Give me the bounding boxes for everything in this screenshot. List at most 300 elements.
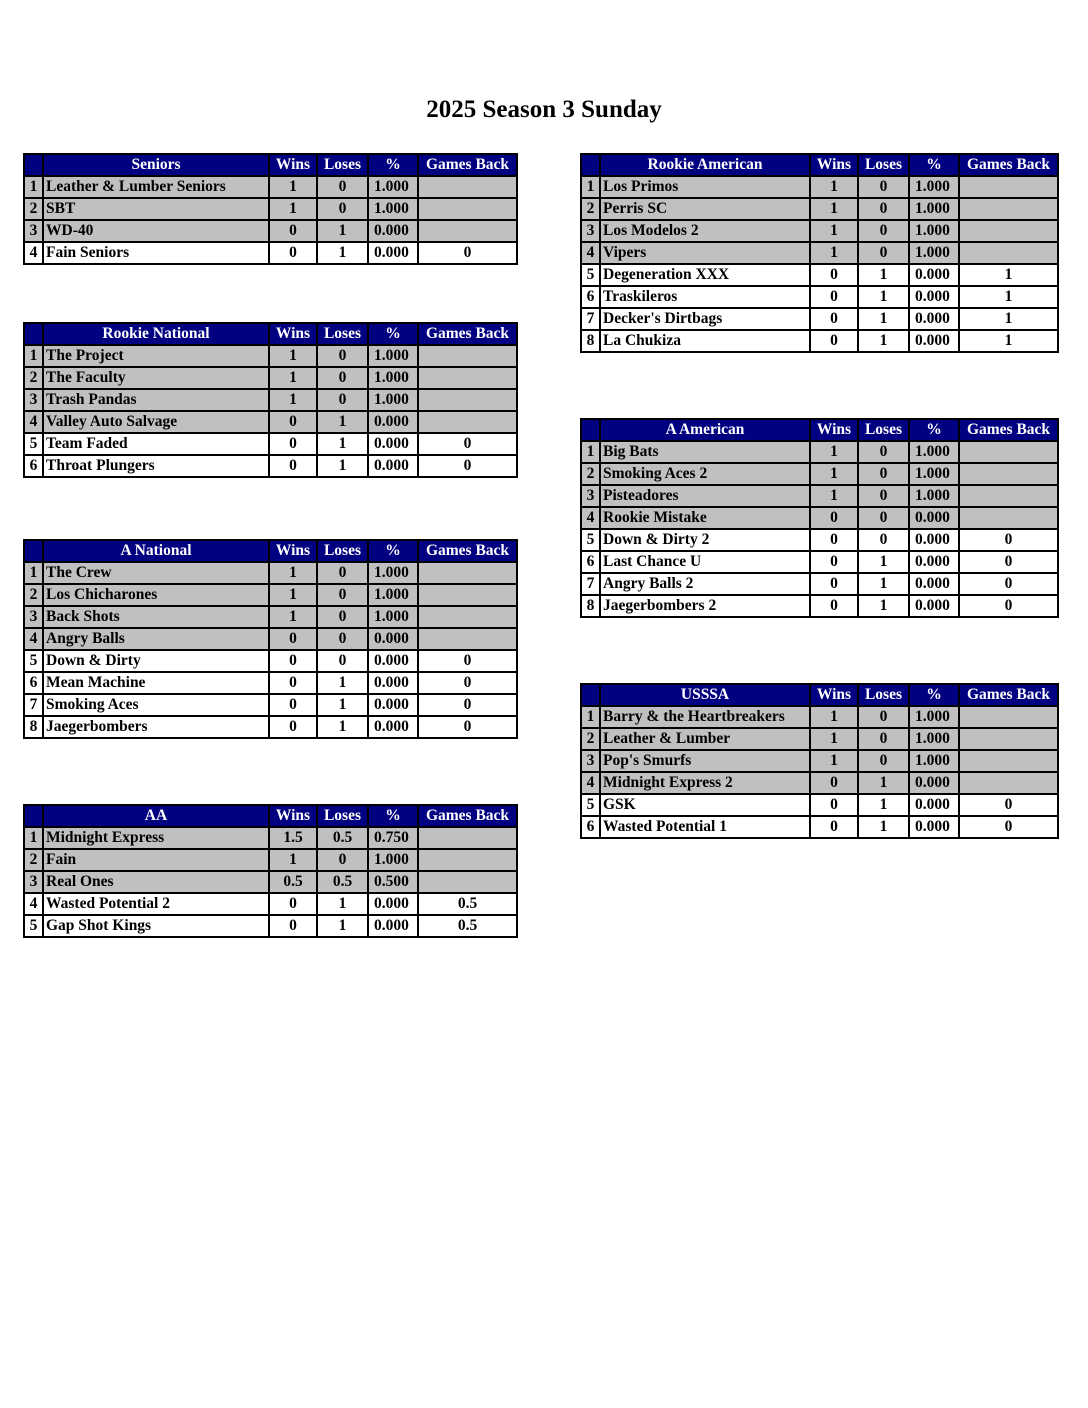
division-name: Rookie American (600, 154, 810, 176)
games-back-header: Games Back (418, 540, 517, 562)
wins-cell: 0 (269, 455, 317, 477)
table-row (24, 694, 517, 716)
rank-cell: 2 (581, 728, 600, 750)
team-name: Last Chance U (600, 551, 810, 573)
loses-cell: 0.5 (317, 871, 368, 893)
loses-cell: 0 (317, 562, 368, 584)
games-back-cell (959, 706, 1058, 728)
games-back-cell: 0 (959, 595, 1058, 617)
games-back-cell (418, 220, 517, 242)
rank-cell: 2 (24, 849, 43, 871)
team-name: Wasted Potential 2 (43, 893, 269, 915)
rank-cell: 7 (581, 573, 600, 595)
games-back-cell (959, 772, 1058, 794)
pct-cell: 0.000 (909, 794, 959, 816)
loses-cell: 1 (858, 794, 909, 816)
header-row (581, 154, 1058, 176)
pct-cell: 0.000 (909, 772, 959, 794)
table-header (24, 540, 517, 562)
pct-cell: 0.000 (909, 573, 959, 595)
rank-cell: 4 (24, 893, 43, 915)
table-header (581, 419, 1058, 441)
wins-cell: 1 (810, 220, 858, 242)
loses-cell: 0 (317, 198, 368, 220)
table-row (24, 915, 517, 937)
rank-cell: 7 (24, 694, 43, 716)
team-name: Midnight Express (43, 827, 269, 849)
loses-cell: 1 (317, 716, 368, 738)
rank-cell: 5 (581, 794, 600, 816)
team-name: Down & Dirty (43, 650, 269, 672)
division-name: USSSA (600, 684, 810, 706)
loses-cell: 0 (858, 198, 909, 220)
games-back-cell (418, 198, 517, 220)
pct-cell: 1.000 (368, 367, 418, 389)
pct-cell: 0.000 (368, 411, 418, 433)
table-body (24, 345, 517, 477)
wins-cell: 1 (810, 485, 858, 507)
games-back-cell (959, 463, 1058, 485)
team-name: Smoking Aces 2 (600, 463, 810, 485)
loses-cell: 0 (858, 176, 909, 198)
loses-header: Loses (858, 419, 909, 441)
games-back-cell: 0 (418, 672, 517, 694)
rank-cell: 2 (581, 463, 600, 485)
rank-header (581, 684, 600, 706)
team-name: Team Faded (43, 433, 269, 455)
loses-header: Loses (317, 805, 368, 827)
team-name: Down & Dirty 2 (600, 529, 810, 551)
table-row (581, 728, 1058, 750)
pct-cell: 1.000 (909, 485, 959, 507)
wins-cell: 1 (269, 849, 317, 871)
team-name: SBT (43, 198, 269, 220)
rank-cell: 1 (581, 706, 600, 728)
wins-cell: 0 (810, 330, 858, 352)
team-name: Fain Seniors (43, 242, 269, 264)
table-row (24, 584, 517, 606)
rank-cell: 4 (581, 242, 600, 264)
pct-header: % (909, 154, 959, 176)
table-row (581, 706, 1058, 728)
games-back-cell: 0 (418, 716, 517, 738)
table-row (24, 893, 517, 915)
team-name: Fain (43, 849, 269, 871)
loses-cell: 0 (317, 176, 368, 198)
pct-cell: 0.000 (909, 286, 959, 308)
games-back-cell (418, 628, 517, 650)
games-back-cell: 0 (959, 816, 1058, 838)
loses-cell: 0 (317, 849, 368, 871)
loses-cell: 1 (858, 264, 909, 286)
wins-cell: 1 (269, 606, 317, 628)
wins-header: Wins (269, 154, 317, 176)
rank-cell: 1 (24, 176, 43, 198)
pct-cell: 1.000 (368, 198, 418, 220)
header-row (24, 323, 517, 345)
page-title: 2025 Season 3 Sunday (426, 96, 662, 123)
wins-cell: 0 (810, 507, 858, 529)
loses-cell: 0 (858, 728, 909, 750)
games-back-cell (418, 367, 517, 389)
loses-cell: 1 (317, 915, 368, 937)
wins-cell: 1 (810, 242, 858, 264)
pct-cell: 0.000 (368, 242, 418, 264)
games-back-header: Games Back (418, 154, 517, 176)
wins-cell: 0 (269, 411, 317, 433)
rank-header (581, 154, 600, 176)
wins-cell: 0 (810, 551, 858, 573)
rank-header (24, 154, 43, 176)
wins-cell: 0 (269, 672, 317, 694)
wins-cell: 1 (810, 750, 858, 772)
wins-cell: 1 (269, 389, 317, 411)
loses-cell: 1 (317, 893, 368, 915)
rank-cell: 4 (581, 772, 600, 794)
pct-cell: 1.000 (368, 584, 418, 606)
table-row (24, 628, 517, 650)
wins-cell: 1 (810, 728, 858, 750)
table-row (24, 716, 517, 738)
table-row (24, 455, 517, 477)
table-row (581, 750, 1058, 772)
rank-cell: 5 (24, 433, 43, 455)
rank-cell: 3 (581, 220, 600, 242)
games-back-cell: 0 (959, 529, 1058, 551)
games-back-cell: 1 (959, 308, 1058, 330)
wins-header: Wins (269, 805, 317, 827)
wins-cell: 0 (269, 628, 317, 650)
team-name: Midnight Express 2 (600, 772, 810, 794)
pct-cell: 1.000 (368, 345, 418, 367)
loses-header: Loses (858, 154, 909, 176)
games-back-cell: 1 (959, 286, 1058, 308)
games-back-cell (959, 441, 1058, 463)
wins-cell: 0 (269, 716, 317, 738)
wins-header: Wins (269, 540, 317, 562)
rank-header (24, 540, 43, 562)
loses-cell: 0 (317, 650, 368, 672)
team-name: Valley Auto Salvage (43, 411, 269, 433)
rank-cell: 5 (24, 915, 43, 937)
loses-cell: 0 (858, 485, 909, 507)
loses-cell: 0 (858, 750, 909, 772)
table-row (581, 176, 1058, 198)
wins-header: Wins (810, 154, 858, 176)
loses-cell: 1 (317, 694, 368, 716)
rank-cell: 5 (581, 264, 600, 286)
rank-cell: 4 (24, 242, 43, 264)
team-name: The Crew (43, 562, 269, 584)
pct-cell: 1.000 (368, 562, 418, 584)
rank-cell: 1 (581, 176, 600, 198)
loses-cell: 1 (317, 411, 368, 433)
table-row (24, 849, 517, 871)
wins-cell: 1.5 (269, 827, 317, 849)
loses-cell: 0 (317, 345, 368, 367)
team-name: Angry Balls (43, 628, 269, 650)
rank-cell: 2 (581, 198, 600, 220)
games-back-cell: 0 (418, 694, 517, 716)
pct-cell: 1.000 (368, 389, 418, 411)
table-row (24, 433, 517, 455)
team-name: Gap Shot Kings (43, 915, 269, 937)
team-name: Jaegerbombers 2 (600, 595, 810, 617)
pct-cell: 0.000 (368, 220, 418, 242)
loses-cell: 0 (858, 529, 909, 551)
games-back-cell (418, 345, 517, 367)
rank-cell: 6 (581, 816, 600, 838)
team-name: Big Bats (600, 441, 810, 463)
loses-cell: 0 (317, 367, 368, 389)
table-row (581, 463, 1058, 485)
table-row (24, 650, 517, 672)
table-row (24, 367, 517, 389)
pct-cell: 0.000 (368, 672, 418, 694)
pct-header: % (368, 540, 418, 562)
table-body (581, 706, 1058, 838)
table-row (24, 345, 517, 367)
table-body (24, 827, 517, 937)
wins-cell: 1 (810, 198, 858, 220)
division-name: Seniors (43, 154, 269, 176)
table-row (581, 816, 1058, 838)
pct-cell: 1.000 (909, 706, 959, 728)
team-name: Los Modelos 2 (600, 220, 810, 242)
games-back-header: Games Back (959, 154, 1058, 176)
rank-header (24, 805, 43, 827)
games-back-cell: 1 (959, 330, 1058, 352)
team-name: The Project (43, 345, 269, 367)
pct-cell: 0.000 (909, 308, 959, 330)
team-name: Angry Balls 2 (600, 573, 810, 595)
team-name: Barry & the Heartbreakers (600, 706, 810, 728)
team-name: Throat Plungers (43, 455, 269, 477)
table-row (581, 507, 1058, 529)
loses-cell: 0 (858, 507, 909, 529)
games-back-cell (418, 389, 517, 411)
team-name: Wasted Potential 1 (600, 816, 810, 838)
pct-cell: 0.000 (909, 507, 959, 529)
pct-cell: 1.000 (909, 750, 959, 772)
wins-cell: 0 (810, 772, 858, 794)
loses-cell: 1 (858, 308, 909, 330)
team-name: Leather & Lumber (600, 728, 810, 750)
wins-cell: 0 (810, 286, 858, 308)
games-back-cell (418, 584, 517, 606)
table-row (581, 794, 1058, 816)
loses-cell: 0 (858, 242, 909, 264)
loses-cell: 1 (858, 286, 909, 308)
rank-cell: 3 (24, 389, 43, 411)
loses-cell: 0 (317, 628, 368, 650)
games-back-cell (959, 507, 1058, 529)
rank-cell: 7 (581, 308, 600, 330)
games-back-cell (959, 176, 1058, 198)
team-name: Jaegerbombers (43, 716, 269, 738)
games-back-cell: 0 (418, 650, 517, 672)
loses-cell: 1 (858, 816, 909, 838)
team-name: Degeneration XXX (600, 264, 810, 286)
rank-cell: 6 (24, 455, 43, 477)
loses-cell: 1 (317, 242, 368, 264)
games-back-cell (959, 198, 1058, 220)
team-name: The Faculty (43, 367, 269, 389)
pct-cell: 0.000 (909, 330, 959, 352)
loses-cell: 0.5 (317, 827, 368, 849)
loses-header: Loses (317, 154, 368, 176)
table-row (581, 551, 1058, 573)
pct-cell: 0.000 (909, 816, 959, 838)
table-row (581, 529, 1058, 551)
wins-cell: 0 (269, 433, 317, 455)
wins-cell: 0 (810, 595, 858, 617)
rank-cell: 3 (24, 606, 43, 628)
wins-cell: 0 (810, 573, 858, 595)
team-name: Perris SC (600, 198, 810, 220)
pct-cell: 1.000 (909, 441, 959, 463)
standings-table-usssa (580, 683, 1059, 839)
rank-cell: 1 (581, 441, 600, 463)
table-row (581, 286, 1058, 308)
pct-cell: 1.000 (368, 606, 418, 628)
rank-cell: 2 (24, 367, 43, 389)
standings-table-a-american (580, 418, 1059, 618)
loses-cell: 0 (317, 606, 368, 628)
games-back-cell: 0 (959, 573, 1058, 595)
table-row (24, 606, 517, 628)
team-name: Leather & Lumber Seniors (43, 176, 269, 198)
table-header (24, 323, 517, 345)
division-name: A American (600, 419, 810, 441)
table-row (24, 242, 517, 264)
wins-cell: 1 (269, 198, 317, 220)
games-back-cell (959, 242, 1058, 264)
table-row (581, 198, 1058, 220)
loses-cell: 1 (858, 551, 909, 573)
header-row (581, 419, 1058, 441)
pct-cell: 0.000 (368, 628, 418, 650)
loses-cell: 0 (317, 389, 368, 411)
loses-cell: 1 (858, 595, 909, 617)
wins-cell: 1 (269, 367, 317, 389)
table-row (24, 220, 517, 242)
team-name: Traskileros (600, 286, 810, 308)
table-body (581, 441, 1058, 617)
loses-cell: 1 (858, 573, 909, 595)
rank-cell: 3 (24, 220, 43, 242)
rank-cell: 1 (24, 827, 43, 849)
rank-cell: 6 (581, 286, 600, 308)
table-row (581, 242, 1058, 264)
pct-cell: 0.000 (909, 264, 959, 286)
table-header (24, 154, 517, 176)
team-name: WD-40 (43, 220, 269, 242)
table-row (581, 264, 1058, 286)
team-name: Los Chicharones (43, 584, 269, 606)
wins-cell: 1 (810, 706, 858, 728)
games-back-cell (418, 411, 517, 433)
games-back-cell (418, 827, 517, 849)
games-back-cell: 0 (959, 551, 1058, 573)
games-back-cell: 0.5 (418, 893, 517, 915)
table-row (24, 176, 517, 198)
table-row (581, 573, 1058, 595)
standings-table-rookie-national (23, 322, 518, 478)
wins-cell: 0 (269, 220, 317, 242)
rank-cell: 3 (581, 485, 600, 507)
rank-cell: 8 (24, 716, 43, 738)
loses-cell: 1 (317, 433, 368, 455)
table-body (24, 176, 517, 264)
games-back-cell: 0 (418, 242, 517, 264)
games-back-cell: 0 (418, 455, 517, 477)
loses-header: Loses (317, 540, 368, 562)
games-back-cell (959, 220, 1058, 242)
table-row (581, 485, 1058, 507)
division-name: AA (43, 805, 269, 827)
header-row (24, 540, 517, 562)
wins-cell: 0 (810, 529, 858, 551)
games-back-header: Games Back (418, 805, 517, 827)
wins-cell: 1 (810, 176, 858, 198)
wins-cell: 0 (269, 694, 317, 716)
wins-cell: 1 (810, 463, 858, 485)
rank-cell: 4 (24, 628, 43, 650)
table-row (24, 562, 517, 584)
standings-table-rookie-american (580, 153, 1059, 353)
games-back-cell: 0.5 (418, 915, 517, 937)
games-back-header: Games Back (418, 323, 517, 345)
pct-cell: 0.000 (368, 716, 418, 738)
rank-cell: 3 (24, 871, 43, 893)
team-name: Rookie Mistake (600, 507, 810, 529)
pct-header: % (368, 323, 418, 345)
loses-cell: 1 (858, 330, 909, 352)
rank-cell: 5 (581, 529, 600, 551)
games-back-cell (959, 485, 1058, 507)
rank-cell: 1 (24, 562, 43, 584)
wins-cell: 0 (269, 242, 317, 264)
team-name: Back Shots (43, 606, 269, 628)
games-back-header: Games Back (959, 684, 1058, 706)
table-row (24, 389, 517, 411)
wins-cell: 1 (810, 441, 858, 463)
standings-table-a-national (23, 539, 518, 739)
wins-cell: 0 (810, 308, 858, 330)
wins-header: Wins (269, 323, 317, 345)
team-name: La Chukiza (600, 330, 810, 352)
pct-cell: 0.750 (368, 827, 418, 849)
wins-cell: 0 (810, 794, 858, 816)
games-back-cell (418, 176, 517, 198)
rank-cell: 6 (24, 672, 43, 694)
pct-header: % (909, 419, 959, 441)
games-back-cell (418, 849, 517, 871)
rank-cell: 6 (581, 551, 600, 573)
pct-cell: 1.000 (909, 728, 959, 750)
games-back-cell (418, 562, 517, 584)
rank-cell: 5 (24, 650, 43, 672)
games-back-cell (959, 728, 1058, 750)
loses-cell: 1 (858, 772, 909, 794)
table-header (581, 684, 1058, 706)
rank-header (24, 323, 43, 345)
pct-cell: 1.000 (909, 242, 959, 264)
pct-cell: 0.000 (909, 551, 959, 573)
loses-cell: 0 (858, 463, 909, 485)
team-name: Pisteadores (600, 485, 810, 507)
